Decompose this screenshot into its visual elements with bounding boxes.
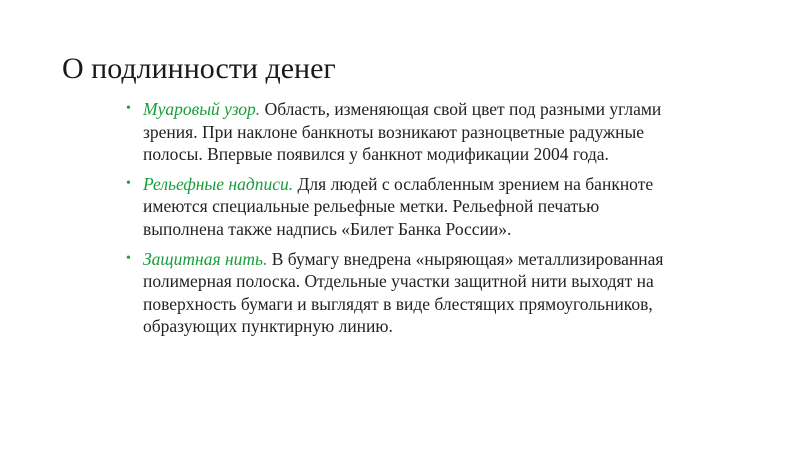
bullet-text: Область, изменяющая свой цвет под разными углами зрения. При наклоне банкноты возникают разноцветные радужные полосы. Впервые появился у банкнот модификации 2004 года. bbox=[143, 99, 662, 165]
bullet-dot-icon: • bbox=[126, 175, 131, 191]
bullet-term: Рельефные надписи. bbox=[143, 173, 294, 194]
bullet-list bbox=[124, 98, 684, 345]
bullet-text: В бумагу внедрена «ныряющая» металлизированная полимерная полоска. Отдельные участки защитной нити выходят на поверхность бумаги и выглядят в виде блестящих прямоугольников, образующих пунктирную линию. bbox=[143, 248, 664, 337]
bullet-dot-icon: • bbox=[126, 250, 131, 266]
bullet-text: Для людей с ослабленным зрением на банкноте имеются специальные рельефные метки. Рельефной печатью выполнена также надпись «Билет Банка России». bbox=[143, 173, 654, 239]
bullet-term: Муаровый узор. bbox=[143, 99, 261, 119]
slide-title: О подлинности денег bbox=[62, 52, 336, 85]
bullet-item-moire bbox=[124, 98, 684, 166]
bullet-dot-icon: • bbox=[126, 101, 131, 116]
bullet-item-thread bbox=[124, 248, 684, 338]
bullet-item-relief bbox=[124, 173, 684, 241]
bullet-term: Защитная нить. bbox=[143, 248, 268, 269]
